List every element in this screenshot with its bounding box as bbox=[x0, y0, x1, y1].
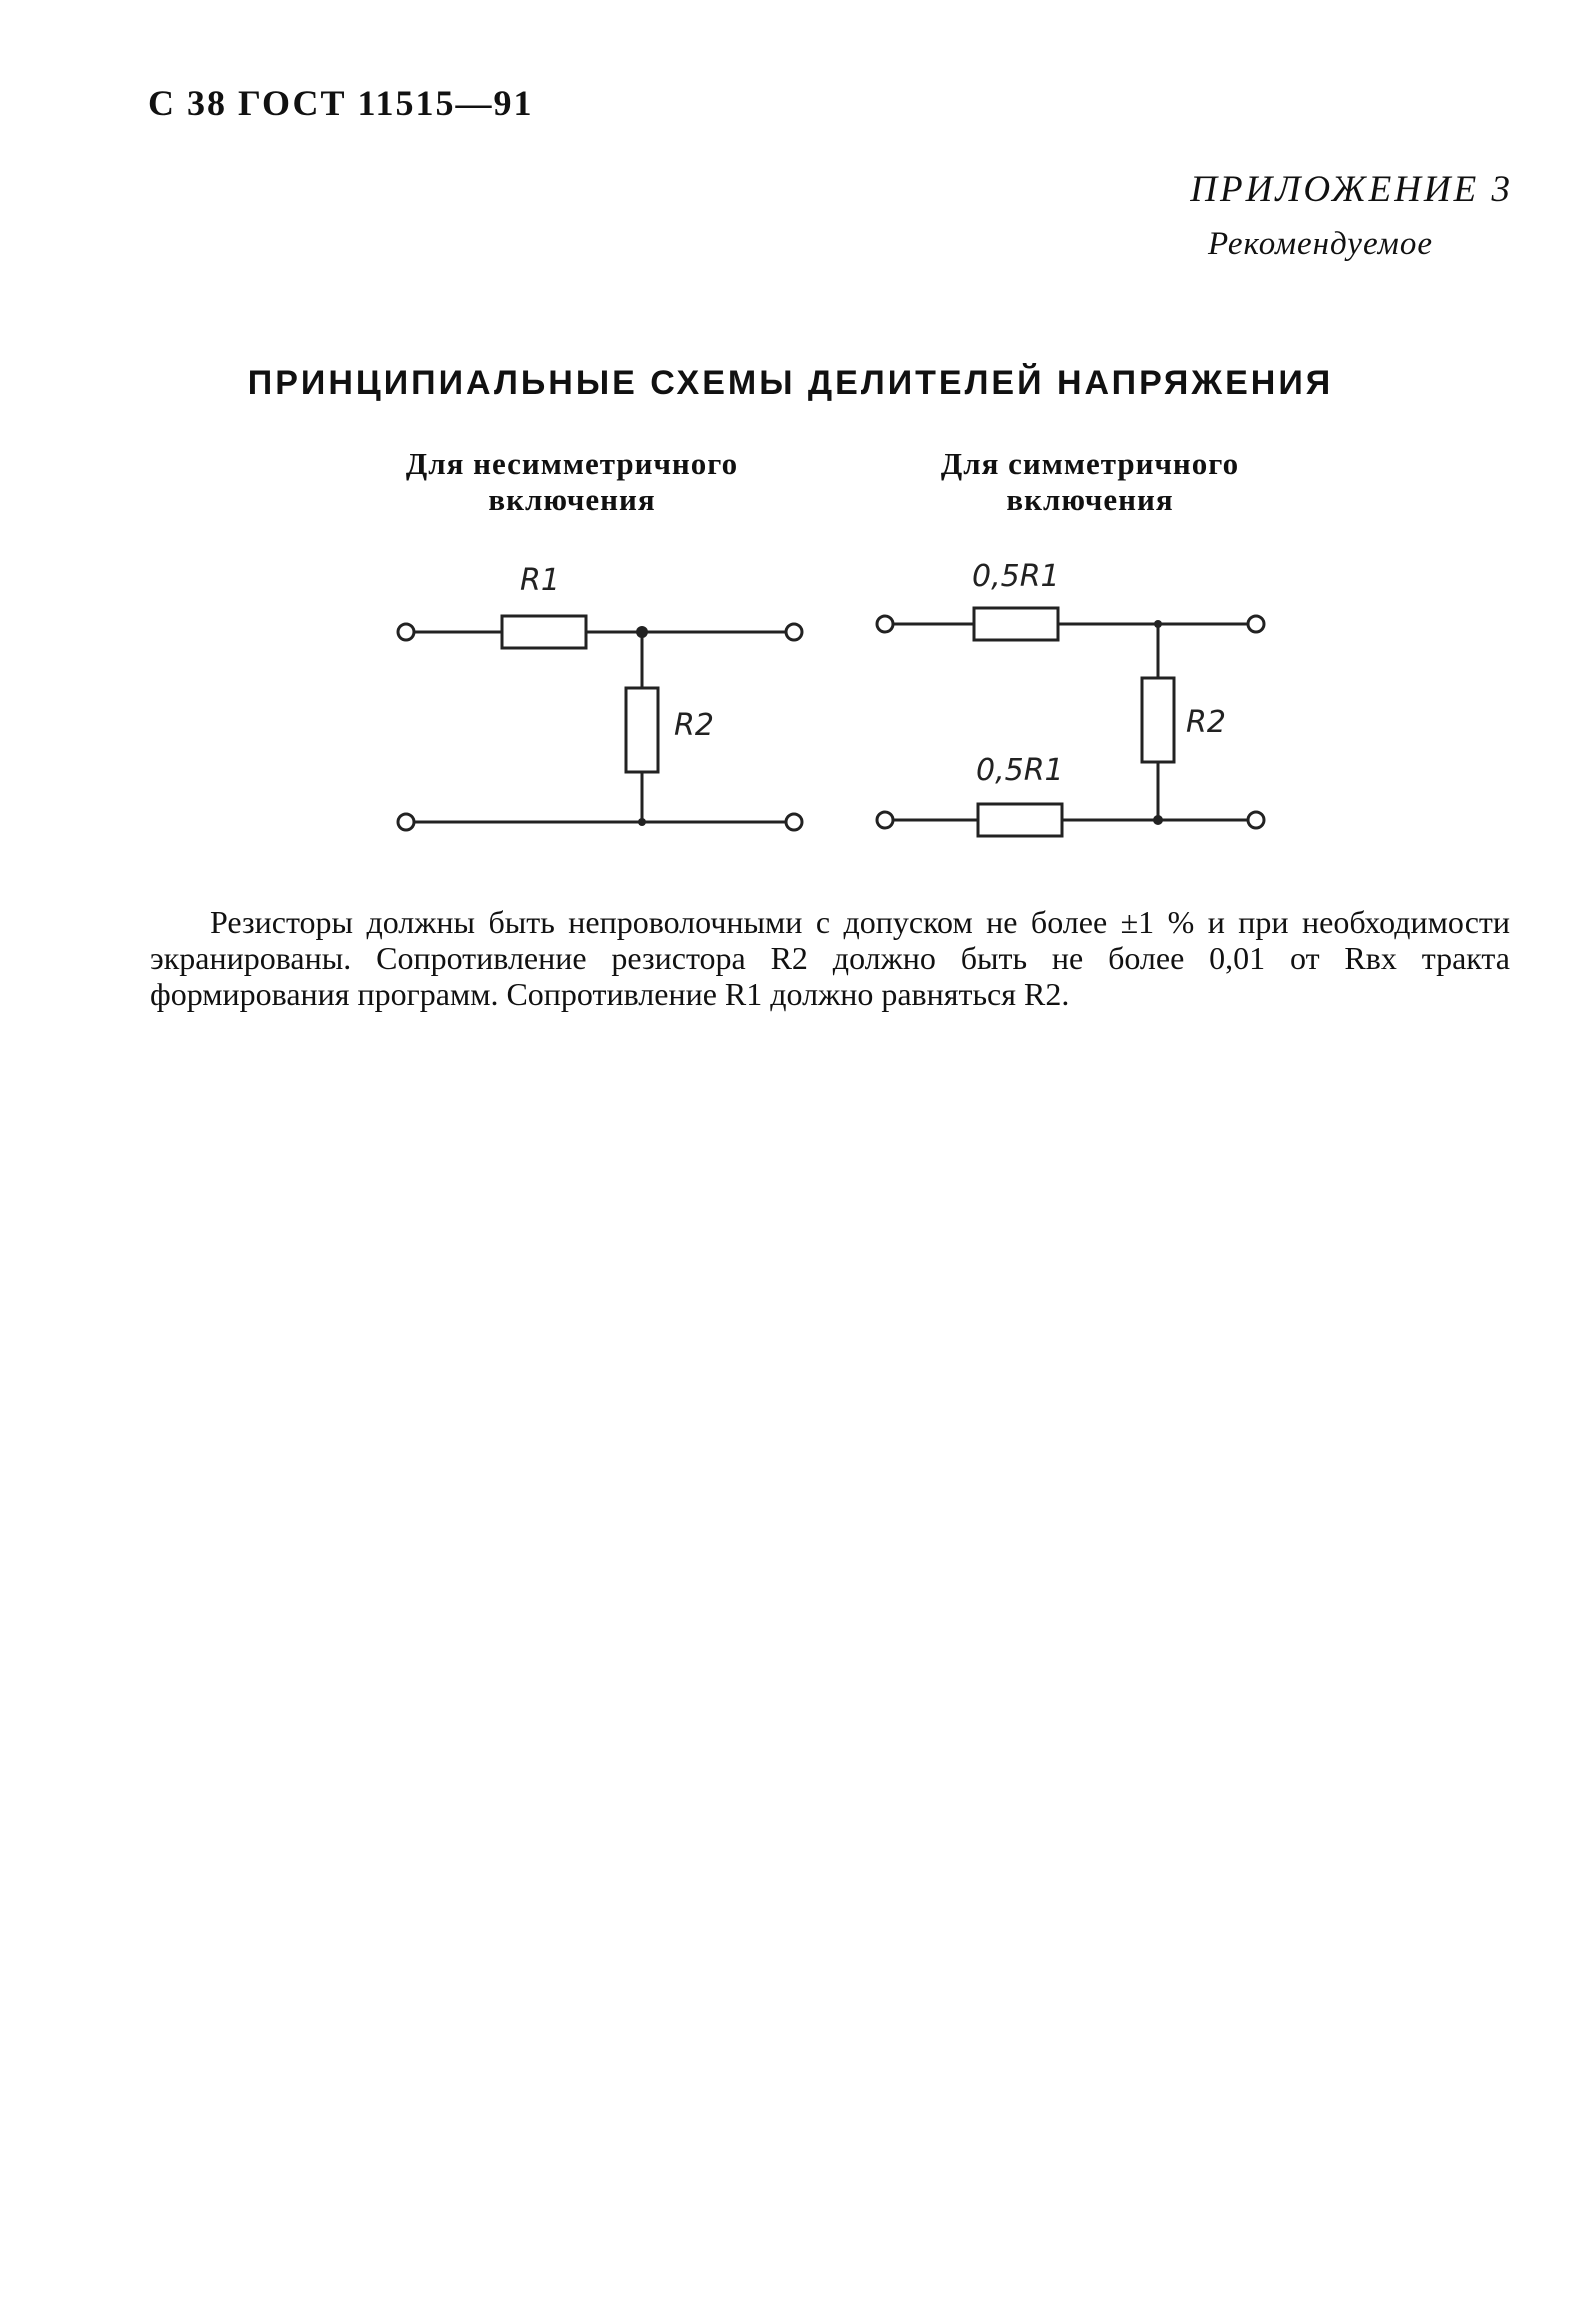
caption-symmetric-line1: Для симметричного bbox=[940, 446, 1240, 481]
label-bottom-half-r1: 0,5R1 bbox=[976, 753, 1064, 788]
caption-symmetric bbox=[870, 446, 1310, 518]
resistor-r1 bbox=[502, 616, 586, 648]
appendix-title: ПРИЛОЖЕНИЕ 3 bbox=[1190, 169, 1513, 210]
junction-dot bbox=[638, 818, 646, 826]
terminal-output-top bbox=[1248, 616, 1264, 632]
terminal-output-bottom bbox=[786, 814, 802, 830]
label-r2: R2 bbox=[1186, 705, 1226, 740]
label-r1: R1 bbox=[520, 563, 560, 598]
caption-unsymmetric-line1: Для несимметричного bbox=[405, 446, 739, 481]
terminal-input-bottom bbox=[877, 812, 893, 828]
resistor-top-half-r1 bbox=[974, 608, 1058, 640]
terminal-output-top bbox=[786, 624, 802, 640]
junction-dot bbox=[636, 626, 648, 638]
label-top-half-r1: 0,5R1 bbox=[972, 559, 1060, 594]
running-head: С 38 ГОСТ 11515—91 bbox=[148, 83, 534, 123]
notes-paragraph: Резисторы должны быть непроволочными с допуском не более ±1 % и при необходимости экранированы. Сопротивление резистора R2 должно быть не более 0,01 от Rвх тракта формирования программ. Сопротивление R1 должно равняться R2. bbox=[150, 904, 1510, 1012]
divider-diagram-symmetric bbox=[860, 540, 1290, 860]
junction-dot bbox=[1154, 620, 1162, 628]
terminal-input-top bbox=[877, 616, 893, 632]
terminal-input-top bbox=[398, 624, 414, 640]
divider-diagram-unsymmetric bbox=[380, 540, 820, 860]
terminal-input-bottom bbox=[398, 814, 414, 830]
main-heading: ПРИНЦИПИАЛЬНЫЕ СХЕМЫ ДЕЛИТЕЛЕЙ НАПРЯЖЕНИЯ bbox=[247, 364, 1334, 402]
caption-symmetric-line2: включения bbox=[1006, 482, 1174, 517]
resistor-r2 bbox=[626, 688, 658, 772]
caption-unsymmetric-line2: включения bbox=[488, 482, 656, 517]
appendix-status: Рекомендуемое bbox=[1207, 226, 1433, 262]
resistor-r2 bbox=[1142, 678, 1174, 762]
caption-unsymmetric bbox=[352, 446, 792, 518]
label-r2: R2 bbox=[674, 708, 714, 743]
terminal-output-bottom bbox=[1248, 812, 1264, 828]
resistor-bottom-half-r1 bbox=[978, 804, 1062, 836]
junction-dot bbox=[1153, 815, 1163, 825]
